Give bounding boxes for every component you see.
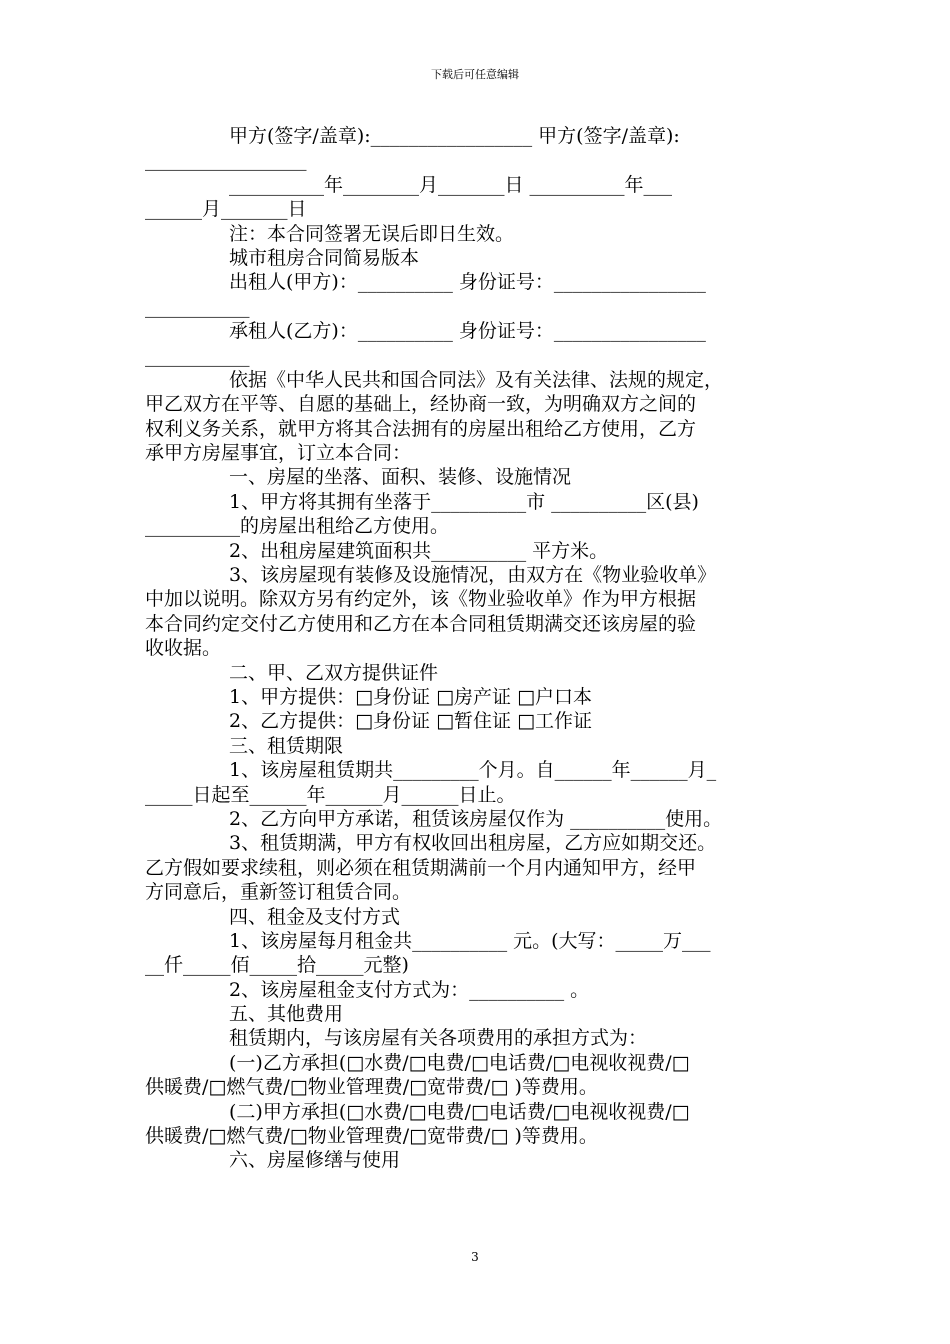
document-line: 3、租赁期满，甲方有权收回出租房屋，乙方应如期交还。: [229, 832, 717, 855]
document-line: 三、租赁期限: [229, 734, 344, 757]
document-line: _________________: [145, 149, 307, 172]
document-line: 2、出租房屋建筑面积共__________ 平方米。: [229, 539, 609, 562]
document-line: 租赁期内，与该房屋有关各项费用的承担方式为：: [229, 1027, 648, 1050]
document-line: 四、租金及支付方式: [229, 905, 401, 928]
page-header: 下载后可任意编辑: [431, 68, 519, 81]
document-line: 方同意后，重新签订租赁合同。: [145, 881, 412, 904]
document-line: __________的房屋出租给乙方使用。: [145, 515, 450, 538]
document-line: ___________: [145, 295, 250, 318]
document-line: 五、其他费用: [229, 1003, 344, 1026]
document-line: 1、甲方提供：□身份证 □房产证 □户口本: [229, 685, 593, 708]
document-line: 收收据。: [145, 637, 222, 660]
page-number: 3: [471, 1250, 479, 1264]
document-line: 本合同约定交付乙方使用和乙方在本合同租赁期满交还该房屋的验: [145, 612, 697, 635]
document-line: _____日起至______年______月______日止。: [145, 783, 516, 806]
document-line: (二)甲方承担(□水费/□电费/□电话费/□电视收视费/□: [229, 1100, 690, 1123]
document-line: ______月_______日: [145, 198, 307, 221]
document-line: 依据《中华人民共和国合同法》及有关法律、法规的规定，: [229, 368, 724, 391]
document-line: 3、该房屋现有装修及设施情况，由双方在《物业验收单》: [229, 564, 717, 587]
document-line: 2、该房屋租金支付方式为：__________ 。: [229, 978, 590, 1001]
document-line: 承甲方房屋事宜，订立本合同：: [145, 442, 412, 465]
document-line: 2、乙方向甲方承诺，租赁该房屋仅作为 __________使用。: [229, 807, 723, 830]
document-line: ___________: [145, 344, 250, 367]
document-body: [145, 124, 800, 1173]
document-line: 权利义务关系，就甲方将其合法拥有的房屋出租给乙方使用，乙方: [145, 417, 697, 440]
document-line: 注：本合同签署无误后即日生效。: [229, 222, 515, 245]
document-line: 城市租房合同简易版本: [229, 246, 420, 269]
document-line: __仟_____佰_____拾_____元整): [145, 954, 409, 977]
document-line: (一)乙方承担(□水费/□电费/□电话费/□电视收视费/□: [229, 1051, 690, 1074]
document-line: 1、甲方将其拥有坐落于__________市 __________区(县): [229, 490, 699, 513]
document-line: 2、乙方提供：□身份证 □暂住证 □工作证: [229, 710, 593, 733]
document-line: 甲方(签字/盖章):_________________ 甲方(签字/盖章):: [229, 125, 680, 147]
document-line: 乙方假如要求续租，则必须在租赁期满前一个月内通知甲方，经甲: [145, 856, 697, 879]
document-line: 1、该房屋每月租金共__________ 元。(大写：_____万___: [229, 929, 711, 952]
document-line: 出租人(甲方)：__________ 身份证号：________________: [229, 271, 706, 294]
document-line: 1、该房屋租赁期共_________个月。自______年______月_: [229, 759, 717, 782]
document-line: 一、房屋的坐落、面积、装修、设施情况: [229, 466, 572, 489]
document-line: 二、甲、乙双方提供证件: [229, 661, 439, 684]
document-line: 供暖费/□燃气费/□物业管理费/□宽带费/□ )等费用。: [145, 1076, 598, 1099]
document-line: 承租人(乙方)：__________ 身份证号：________________: [229, 320, 706, 343]
document-line: 中加以说明。除双方另有约定外，该《物业验收单》作为甲方根据: [145, 588, 697, 611]
document-line: 甲乙双方在平等、自愿的基础上，经协商一致，为明确双方之间的: [145, 393, 697, 416]
document-line: __________年________月_______日 __________年___: [229, 173, 673, 196]
document-line: 供暖费/□燃气费/□物业管理费/□宽带费/□ )等费用。: [145, 1125, 598, 1148]
document-line: 六、房屋修缮与使用: [229, 1149, 401, 1172]
